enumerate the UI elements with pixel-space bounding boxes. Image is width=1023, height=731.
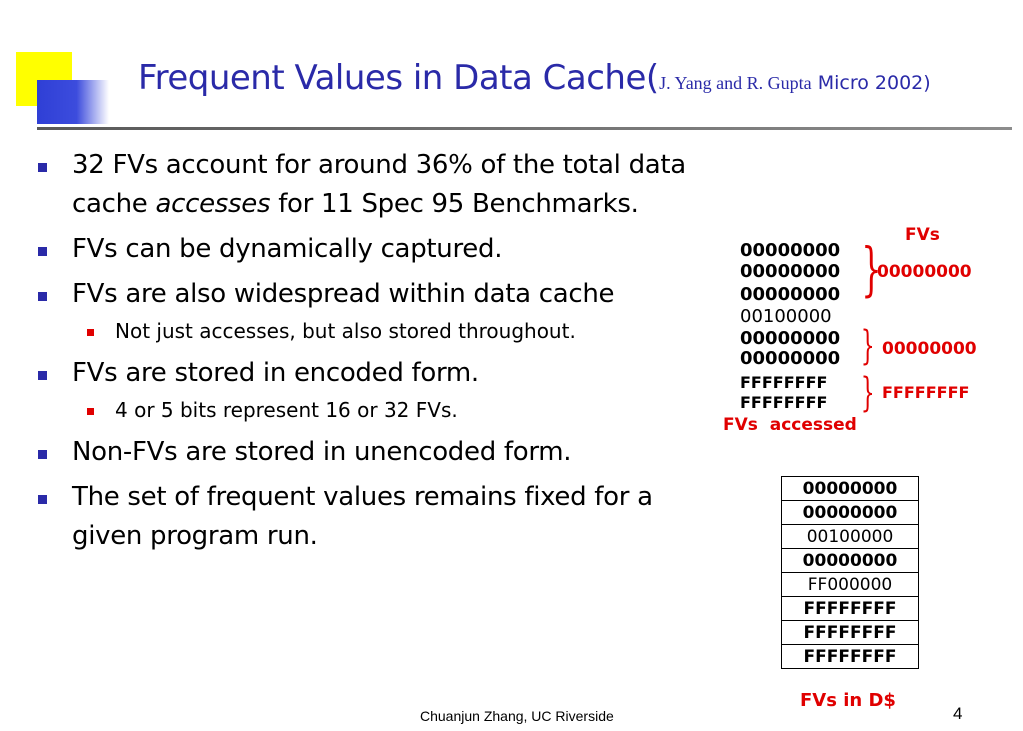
cache-line: 00000000 [782,549,919,573]
cache-line: 00000000 [782,501,919,525]
bullet-item: FVs are also widespread within data cache [36,275,706,314]
cache-line: 00100000 [782,525,919,549]
cache-line: FFFFFFFF [782,597,919,621]
accessed-value: 00100000 [740,306,832,327]
fv-group-label: FFFFFFFF [882,383,970,402]
brace-icon: } [860,370,875,416]
bullet-item: FVs are stored in encoded form. [36,354,706,393]
slide-title [138,58,931,98]
data-cache-table [781,476,919,669]
title-open-paren: ( [645,58,660,98]
title-divider [37,127,1012,130]
accessed-value: 00000000 [740,328,841,349]
accessed-value: 00000000 [740,240,841,261]
title-main: Frequent Values in Data Cache [138,58,646,98]
brace-icon: } [861,235,882,303]
cache-line: FF000000 [782,573,919,597]
bullet-item: 32 FVs account for around 36% of the total data cache accesses for 11 Spec 95 Benchmarks. [36,146,706,224]
sub-bullet-item: 4 or 5 bits represent 16 or 32 FVs. [36,395,706,425]
cache-line: FFFFFFFF [782,645,919,669]
accessed-value: 00000000 [740,348,841,369]
title-authors: J. Yang and R. Gupta [659,73,812,93]
decor-blue-gradient [37,80,109,124]
bullet-item: FVs can be dynamically captured. [36,230,706,269]
footer-author: Chuanjun Zhang, UC Riverside [420,708,614,724]
title-venue: Micro 2002 [811,72,924,94]
fv-accessed-diagram [700,222,1020,442]
accessed-value: FFFFFFFF [740,393,828,412]
fvs-accessed-caption: FVs accessed [723,415,857,435]
cache-line: 00000000 [782,477,919,501]
bullet-item: Non-FVs are stored in unencoded form. [36,433,706,472]
sub-bullet-item: Not just accesses, but also stored throughout. [36,316,706,346]
accessed-value: FFFFFFFF [740,373,828,392]
page-number: 4 [953,704,963,723]
brace-icon: } [860,323,875,369]
fv-group-label: 00000000 [877,262,972,282]
cache-line: FFFFFFFF [782,621,919,645]
dcache-caption: FVs in D$ [800,690,896,711]
accessed-value: 00000000 [740,261,841,282]
emphasis-accesses: accesses [155,189,271,219]
fv-group-label: 00000000 [882,339,977,359]
bullet-item: The set of frequent values remains fixed for a given program run. [36,478,706,556]
title-close-paren: ) [923,72,931,94]
accessed-value: 00000000 [740,284,841,305]
bullet-list [36,146,706,562]
fvs-heading: FVs [905,225,940,245]
